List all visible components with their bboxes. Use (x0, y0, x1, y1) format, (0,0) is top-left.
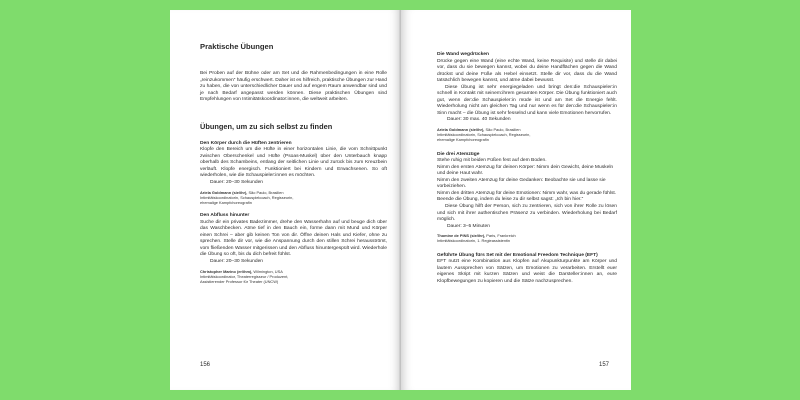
credit-name: Christopher Marino (er/ihm), (200, 268, 253, 274)
breath-line: Stehe ruhig mit beiden Füßen fest auf dem Boden. (437, 158, 547, 164)
exercise-text-hips: Klopfe den Bereich um die Hüfte in einer horizontalen Linie, die vom Schnittpunkt zwischen Oberschenkel und Hüfte (Psoas-Muskel) über den Unterbauch knapp oberhalb des Schambeins, entlang der seitlichen Linie und zurück bis zum Kreuzbein verläuft. Klopfe energisch. Funktioniert bei Kindern und Erwachsenen. So oft wiederholen, wie die Schauspieler:innen es möchten. (200, 147, 387, 179)
page-number-right: 157 (598, 362, 609, 368)
credit-role-line: ehemalige Kampfchoreografin (200, 199, 252, 205)
breath-line: Nimm den zweiten Atemzug für deine Gedanken: Beobachte sie und lasse sie vorbeiziehen. (437, 177, 606, 190)
credit-drain (200, 269, 387, 285)
exercise-text-wall: Drücke gegen eine Wand (eine echte Wand, keine Requisite) und stelle dir dabei vor, dass du sie bewegen kannst, wobei du deine Handflächen gegen die Wand drückst und deine Füße als Hebel einsetzt. Stelle dir vor, dass du die Wand tatsächlich bewegen kannst, und atme dabei bewusst. (437, 58, 617, 84)
credit-breaths (437, 233, 617, 243)
exercise-text-wall-2: Diese Übung ist sehr energiegeladen und bringt den:die Schauspieler:in schnell in Kontakt mit seinem:ihrem gesamten Körper. Die Übung funktioniert auch gut, wenn der:die Schauspieler:in müde ist und am Set die Energie fehlt. Wiederholung nicht am gleichen Tag und nur wenn es für den:die Schauspieler:in Sinn macht – die Übung ist sehr fesselnd und kann viele Emotionen hervorrufen. (437, 84, 617, 116)
credit-name: Ariela Goldmann (sie/ihr), (200, 189, 248, 195)
credit-role-line: Intimitätskoordinatorin, Schauspielcoach, Regisseurin, (200, 194, 294, 200)
credit-location: São Paulo, Brasilien (247, 189, 284, 195)
credit-name: Thomine de PINS (sie/ihr), (437, 233, 486, 239)
credit-name: Ariela Goldmann (sie/ihr), (437, 127, 485, 133)
credit-location: São Paulo, Brasilien (484, 127, 521, 133)
left-page (170, 10, 401, 390)
exercise-text-eft: EFT nutzt eine Kombination aus Klopfen auf Akupunkturpunkte am Körper und lautem Aussprechen von Sätzen, um Emotionen zu verarbeiten. Erstellt euer eigenes Skript mit kurzen Sätzen und weist die Darsteller:innen an, eure Klopfbewegungen zu kopieren und die Sätze nachzusprechen. (437, 259, 617, 284)
exercise-heading-hips: Den Körper durch die Hüften zentrieren (200, 140, 292, 146)
breath-line: Nimm den ersten Atemzug für deinen Körper: Nimm dein Gewicht, deine Muskeln und deine Haut wahr. (437, 164, 614, 177)
exercise-text-breaths-2: Diese Übung hilft der Person, sich zu zentrieren, sich von ihrer Rolle zu lösen und sich mit ihrer authentischen Präsenz zu verbinden. Wiederholung bei Bedarf möglich. (437, 204, 617, 223)
exercise-heading-breaths: Die drei Atemzüge (437, 151, 480, 157)
section-heading: Übungen, um zu sich selbst zu finden (200, 121, 333, 131)
credit-location: Wilmington, USA (252, 268, 283, 274)
credit-role-line: ehemalige Kampfchoreografin (437, 137, 489, 143)
intro-paragraph: Bei Proben auf der Bühne oder am Set und die Rahmenbedingungen in eine Rolle „reinzukommen“ häufig erschwert. Daher ist es hilfreich, praktische Übungen zur Hand zu haben, die von unterschiedlicher Dauer und auf engem Raum anwendbar sind und je nach Bedarf angepasst werden können. Diese praktischen Übungen sind Empfehlungen von Intimitätskoordinator:innen, die weltweit arbeiten. (200, 71, 388, 103)
duration-wall: Dauer: 30 max. 40 Sekunden (447, 117, 511, 123)
credit-role-line: Intimitätskoordinator, Theaterregisseur / Produzent, (200, 273, 289, 279)
credit-role-line: Intimitätskoordinatorin, Schauspielcoach, Regisseurin, (437, 132, 531, 138)
exercise-heading-eft: Geführte Übung fürs Set mit der Emotional Freedom Technique (EFT) (437, 252, 598, 258)
duration-hips: Dauer: 20–30 Sekunden (210, 180, 264, 186)
chapter-title: Praktische Übungen (200, 42, 274, 51)
credit-role-line: Assistierender Professor für Theater (UNCW) (200, 278, 279, 284)
page-number-left: 156 (200, 362, 211, 368)
duration-drain: Dauer: 20–30 Sekunden (210, 259, 264, 264)
credit-hips (200, 190, 387, 206)
exercise-heading-drain: Den Abfluss hinunter (200, 213, 250, 219)
breath-line: Beende die Übung, indem du leise zu dir selbst sagst: „Ich bin hier.“ (437, 197, 584, 203)
exercise-text-drain: Suche dir ein privates Badezimmer, drehe den Wasserhahn auf und beuge dich über das Waschbecken. Atme tief in den Bauch ein, forme dann mit Mund und Körper einen Schrei – aber gib keinen Ton von dir. Öffne deinen Hals und Kiefer, ohne zu sprechen. Stelle dir vor, wie die Anspannung durch den stillen Schrei herausströmt, vom fließenden Wasser mitgerissen und den Abfluss hinuntergespült wird. Wiederhole die Übung so oft, bis du dich befreit fühlst. (200, 219, 387, 258)
right-page (401, 10, 631, 390)
credit-role-line: Intimitätskoordinatorin, 1. Regieassistentin (437, 238, 511, 244)
credit-location: Paris, Frankreich (485, 233, 516, 239)
breath-line: Nimm den dritten Atemzug für deine Emotionen: Nimm wahr, was du gerade fühlst. (437, 190, 617, 196)
exercise-heading-wall: Die Wand wegdrücken (437, 52, 489, 57)
credit-wall (437, 127, 617, 143)
duration-breaths: Dauer: 3–5 Minuten (447, 223, 490, 229)
